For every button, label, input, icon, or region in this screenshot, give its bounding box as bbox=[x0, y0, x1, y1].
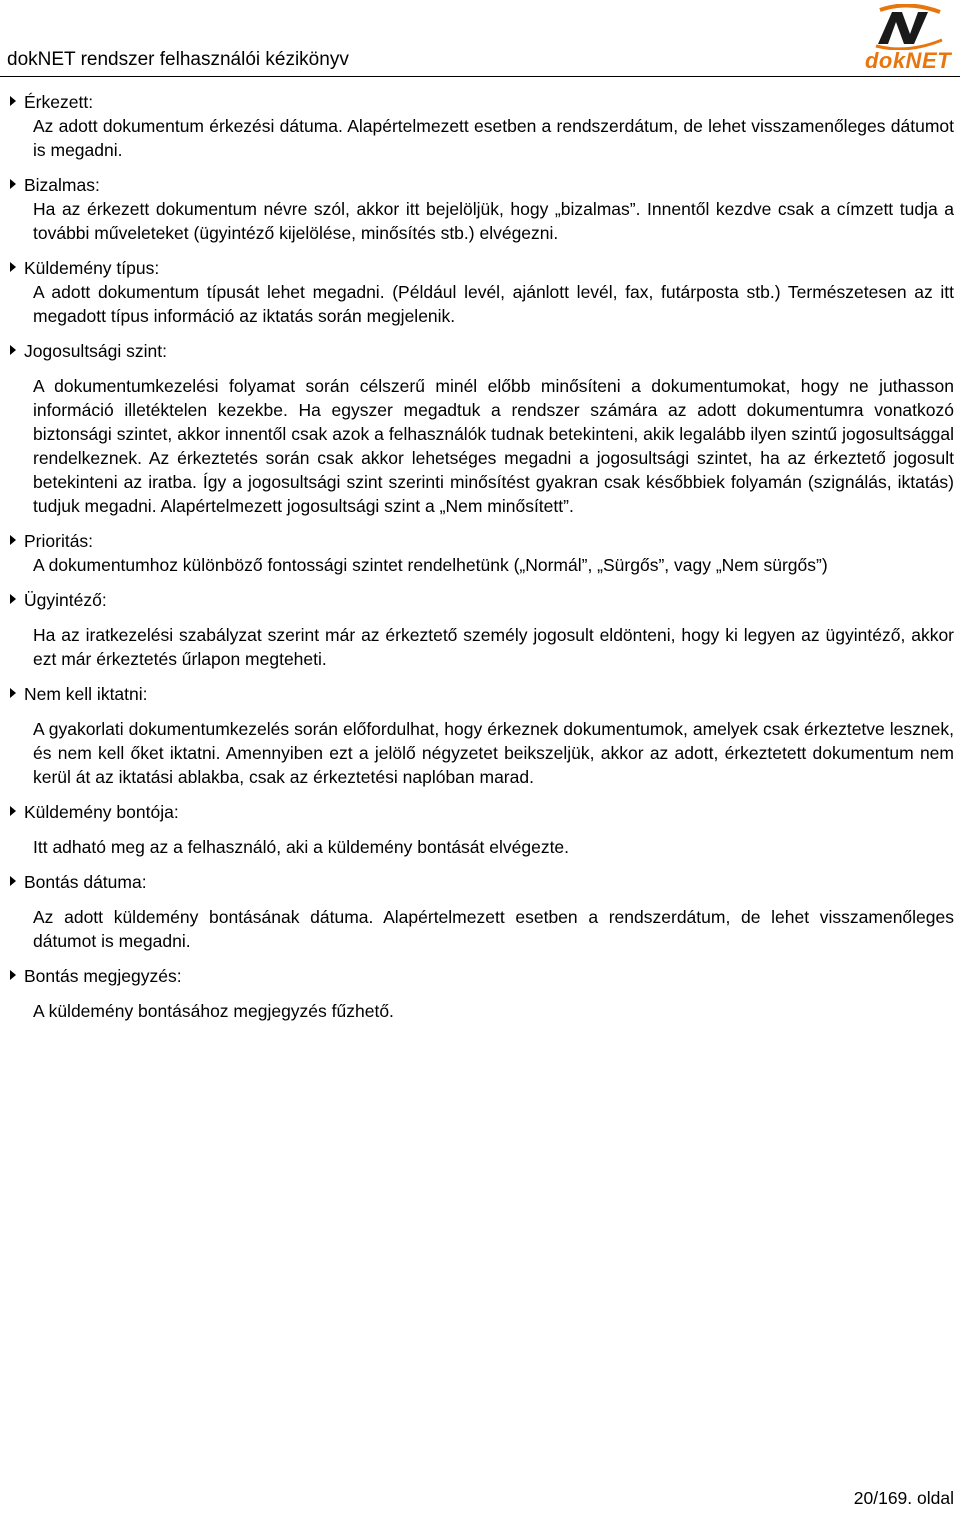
section-nem-kell-iktatni bbox=[0, 682, 960, 789]
bullet-arrow-icon bbox=[10, 876, 16, 886]
bullet-arrow-icon bbox=[10, 535, 16, 545]
section-erkezett bbox=[0, 90, 960, 162]
bullet-arrow-icon bbox=[10, 262, 16, 272]
section-heading: Bontás dátuma: bbox=[0, 870, 960, 894]
bullet-arrow-icon bbox=[10, 688, 16, 698]
section-heading: Nem kell iktatni: bbox=[0, 682, 960, 706]
section-body: A küldemény bontásához megjegyzés fűzhető. bbox=[33, 1001, 394, 1021]
bullet-arrow-icon bbox=[10, 594, 16, 604]
section-body: Ha az iratkezelési szabályzat szerint már az érkeztető személy jogosult eldönteni, hogy ki legyen az ügyintéző, akkor ezt már érkeztetés űrlapon megteheti. bbox=[33, 625, 954, 669]
header-divider bbox=[0, 76, 960, 77]
section-heading: Küldemény bontója: bbox=[0, 800, 960, 824]
bullet-arrow-icon bbox=[10, 806, 16, 816]
section-kuldemeny-tipus bbox=[0, 256, 960, 328]
document-content bbox=[0, 90, 960, 1023]
section-body: Az adott küldemény bontásának dátuma. Alapértelmezett esetben a rendszerdátum, de lehet visszamenőleges dátumot is megadni. bbox=[33, 907, 954, 951]
section-body: A dokumentumkezelési folyamat során célszerű minél előbb minősíteni a dokumentumokat, hogy ne juthasson információ illetéktelen kezekbe. Ha egyszer megadtuk a rendszer számára az adott dokumentumra vonatkozó biztonsági szintet, akkor innentől csak azok a felhasználók tudnak betekinteni, akik legalább ilyen szintű jogosultsággal rendelkeznek. Az érkeztetés során csak akkor lehetséges megadni a jogosultsági szintet, ha az érkeztető jogosult betekinteni az iratba. Így a jogosultsági szint szerinti minősítést gyakran csak későbbiek folyamán (szignálás, iktatás) tudjuk megadni. Alapértelmezett jogosultsági szint a „Nem minősített”. bbox=[33, 376, 954, 516]
section-bontas-megjegyzes bbox=[0, 964, 960, 1023]
logo-n-icon bbox=[858, 4, 958, 50]
bullet-arrow-icon bbox=[10, 96, 16, 106]
section-body: Ha az érkezett dokumentum névre szól, akkor itt bejelöljük, hogy „bizalmas”. Innentől kezdve csak a címzett tudja a további műveleteket (ügyintéző kijelölése, minősítés stb.) elvégezni. bbox=[33, 199, 954, 243]
doknet-logo bbox=[858, 4, 958, 74]
section-heading: Érkezett: bbox=[0, 90, 960, 114]
section-body: A dokumentumhoz különböző fontossági szintet rendelhetünk („Normál”, „Sürgős”, vagy „Nem sürgős”) bbox=[33, 555, 828, 575]
section-body: Az adott dokumentum érkezési dátuma. Alapértelmezett esetben a rendszerdátum, de lehet visszamenőleges dátumot is megadni. bbox=[33, 116, 954, 160]
section-ugyintezo bbox=[0, 588, 960, 671]
section-kuldemeny-bontoja bbox=[0, 800, 960, 859]
section-heading: Ügyintéző: bbox=[0, 588, 960, 612]
logo-wordmark: dokNET bbox=[864, 48, 952, 73]
bullet-arrow-icon bbox=[10, 970, 16, 980]
document-title: dokNET rendszer felhasználói kézikönyv bbox=[7, 49, 349, 70]
section-prioritas bbox=[0, 529, 960, 577]
section-bizalmas bbox=[0, 173, 960, 245]
bullet-arrow-icon bbox=[10, 179, 16, 189]
section-body: A gyakorlati dokumentumkezelés során előfordulhat, hogy érkeznek dokumentumok, amelyek csak érkeztetve lesznek, és nem kell őket iktatni. Amennyiben ezt a jelölő négyzetet beikszeljük, akkor az adott, érkeztetett dokumentum nem kerül át az iktatási ablakba, csak az érkeztetési naplóban marad. bbox=[33, 719, 954, 787]
section-heading: Bizalmas: bbox=[0, 173, 960, 197]
section-jogosultsagi-szint bbox=[0, 339, 960, 518]
section-heading: Bontás megjegyzés: bbox=[0, 964, 960, 988]
section-heading: Jogosultsági szint: bbox=[0, 339, 960, 363]
section-body: A adott dokumentum típusát lehet megadni. (Például levél, ajánlott levél, fax, futárposta stb.) Természetesen az itt megadott típus információ az iktatás során megjelenik. bbox=[33, 282, 954, 326]
section-body: Itt adható meg az a felhasználó, aki a küldemény bontását elvégezte. bbox=[33, 837, 570, 857]
section-heading: Prioritás: bbox=[0, 529, 960, 553]
section-bontas-datuma bbox=[0, 870, 960, 953]
section-heading: Küldemény típus: bbox=[0, 256, 960, 280]
bullet-arrow-icon bbox=[10, 345, 16, 355]
page-number: 20/169. oldal bbox=[853, 1488, 954, 1508]
